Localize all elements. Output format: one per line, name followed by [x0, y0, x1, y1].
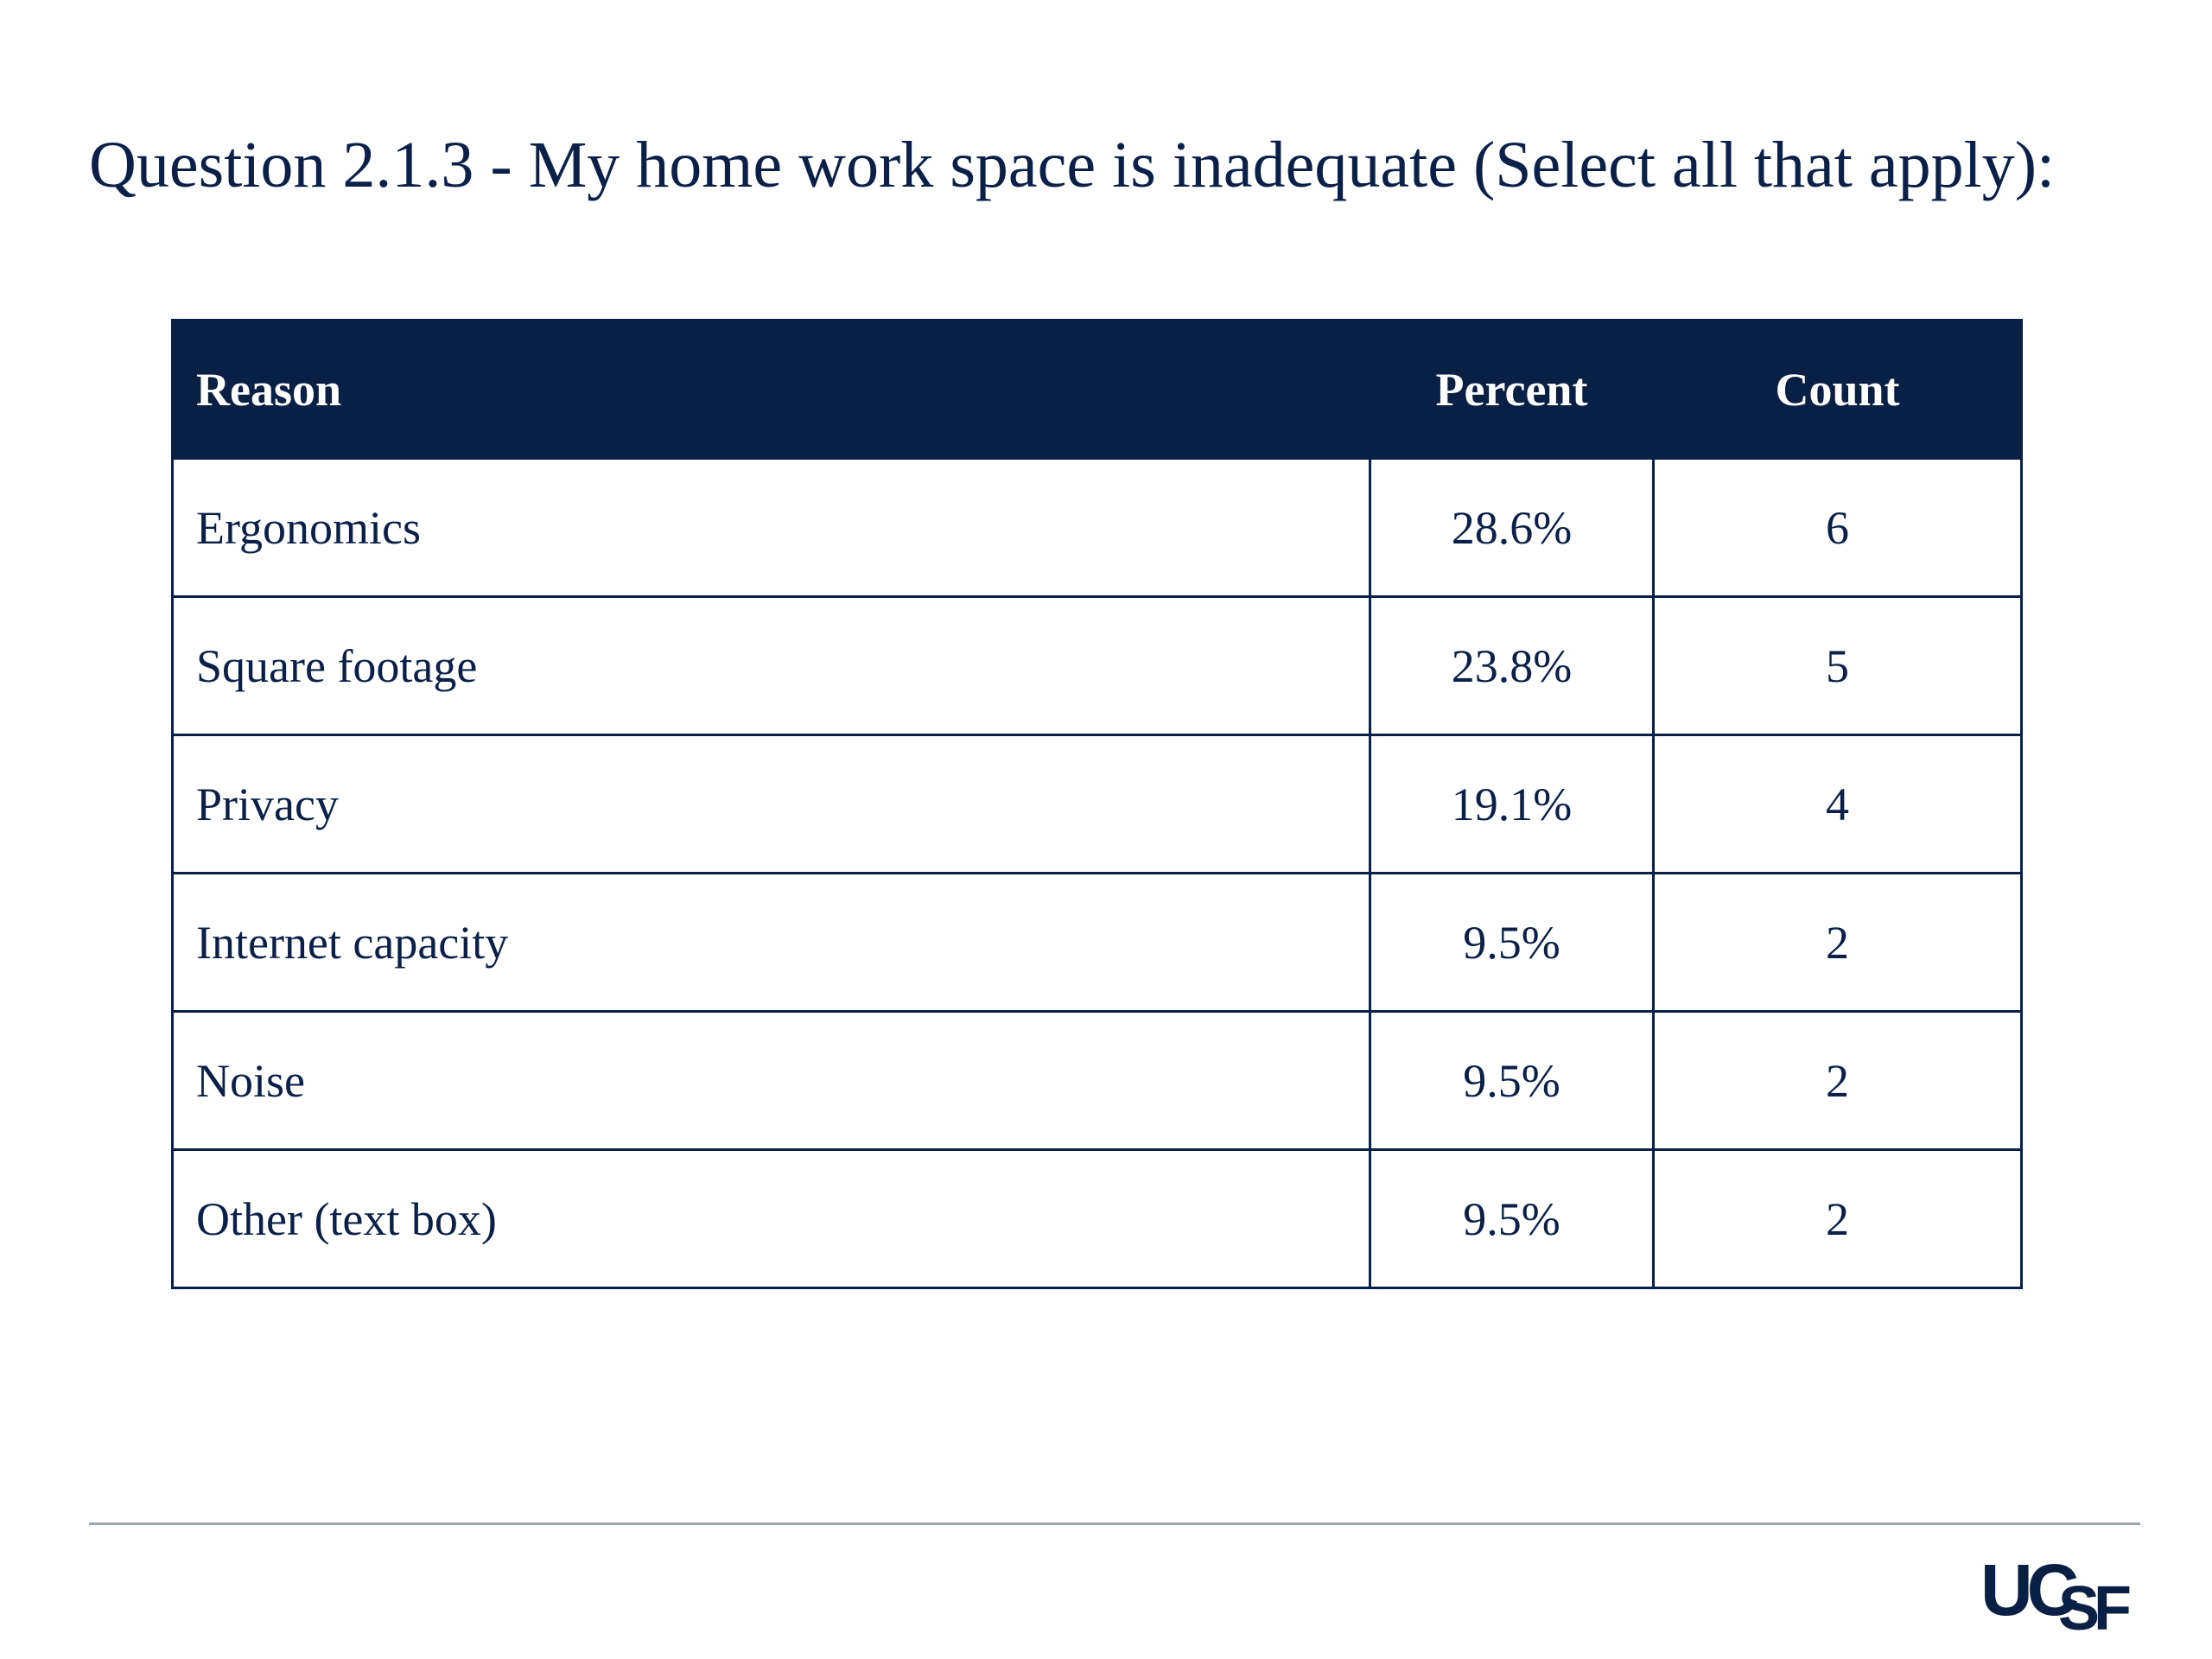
cell-percent: 19.1% — [1370, 735, 1654, 874]
cell-percent: 28.6% — [1370, 459, 1654, 597]
table-row — [173, 1012, 2022, 1150]
cell-count: 5 — [1654, 597, 2022, 735]
table-row — [173, 1150, 2022, 1288]
cell-count: 2 — [1654, 1012, 2022, 1150]
header-percent: Percent — [1370, 321, 1654, 459]
table-header — [173, 321, 2022, 459]
table-row — [173, 735, 2022, 874]
footer-divider — [89, 1522, 2140, 1525]
cell-reason: Privacy — [173, 735, 1370, 874]
slide-title: Question 2.1.3 - My home work space is inadequate (Select all that apply): — [89, 129, 2056, 201]
cell-count: 6 — [1654, 459, 2022, 597]
cell-percent: 9.5% — [1370, 874, 1654, 1012]
header-row — [173, 321, 2022, 459]
cell-reason: Internet capacity — [173, 874, 1370, 1012]
cell-percent: 9.5% — [1370, 1012, 1654, 1150]
cell-count: 2 — [1654, 874, 2022, 1012]
cell-reason: Other (text box) — [173, 1150, 1370, 1288]
cell-percent: 23.8% — [1370, 597, 1654, 735]
results-table — [171, 319, 2023, 1289]
table-body — [173, 459, 2022, 1288]
logo-text-uc: UC — [1980, 1549, 2074, 1630]
cell-count: 4 — [1654, 735, 2022, 874]
ucsf-logo — [1980, 1549, 2153, 1643]
cell-count: 2 — [1654, 1150, 2022, 1288]
cell-reason: Noise — [173, 1012, 1370, 1150]
table-row — [173, 459, 2022, 597]
cell-reason: Square footage — [173, 597, 1370, 735]
table-row — [173, 597, 2022, 735]
header-count: Count — [1654, 321, 2022, 459]
logo-text-sf: SF — [2058, 1574, 2126, 1643]
table-row — [173, 874, 2022, 1012]
cell-reason: Ergonomics — [173, 459, 1370, 597]
cell-percent: 9.5% — [1370, 1150, 1654, 1288]
header-reason: Reason — [173, 321, 1370, 459]
